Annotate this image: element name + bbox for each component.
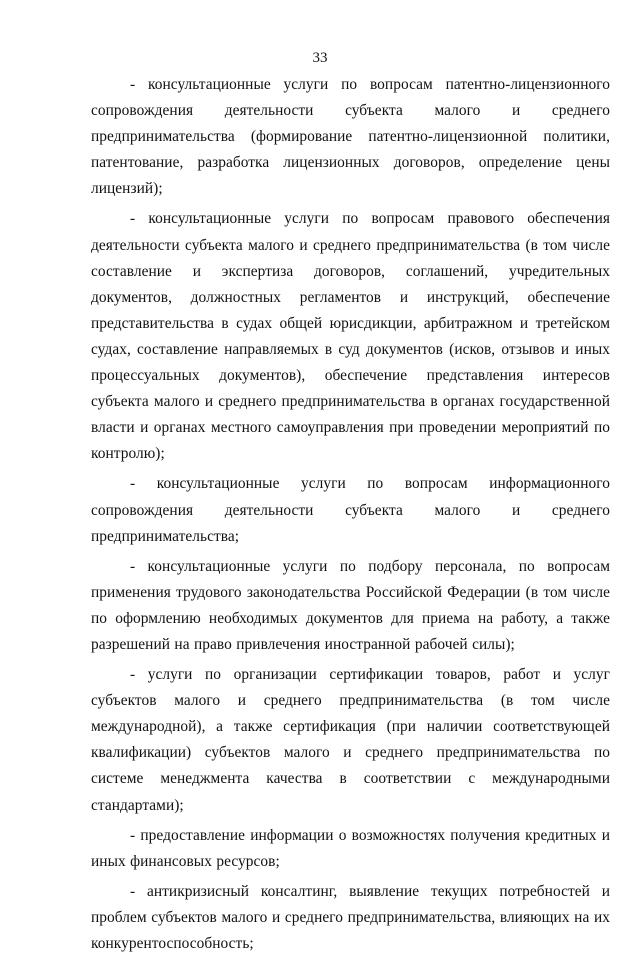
document-body [91, 72, 610, 961]
page-number: 33 [312, 50, 328, 66]
list-item-financial-information: - предоставление информации о возможностях получения кредитных и иных финансовых ресурсов; [91, 826, 610, 870]
list-item-certification: - услуги по организации сертификации товаров, работ и услуг субъектов малого и среднего предпринимательства (в том числе международной), а также сертификация (при наличии соответствующей квалификации) субъектов малого и среднего предпринимательства по системе менеджмента качества в соответствии с международными стандартами); [91, 666, 610, 814]
list-item-anti-crisis-consulting: - антикризисный консалтинг, выявление текущих потребностей и проблем субъектов малого и среднего предпринимательства, влияющих на их конкурентоспособность; [91, 882, 610, 952]
list-item-patent-licensing: - консультационные услуги по вопросам патентно-лицензионного сопровождения деятельности субъекта малого и среднего предпринимательства (формирование патентно-лицензионной политики, патентование, разработка лицензионных договоров, определение цены лицензий); [91, 76, 610, 198]
list-item-legal-support: - консультационные услуги по вопросам правового обеспечения деятельности субъекта малого и среднего предпринимательства (в том числе составление и экспертиза договоров, соглашений, учредительных документов, должностных регламентов и инструкций, обеспечение представительства в судах общей юрисдикции, арбитражном и третейском судах, составление направляемых в суд документов (исков, отзывов и иных процессуальных документов), обеспечение представления интересов субъекта малого и среднего предпринимательства в органах государственной власти и органах местного самоуправления при проведении мероприятий по контролю); [91, 210, 610, 463]
list-item-personnel-selection: - консультационные услуги по подбору персонала, по вопросам применения трудового законодательства Российской Федерации (в том числе по оформлению необходимых документов для приема на работу, а также разрешений на право привлечения иностранной рабочей силы); [91, 557, 610, 653]
list-item-information-support: - консультационные услуги по вопросам информационного сопровождения деятельности субъекта малого и среднего предпринимательства; [91, 475, 610, 545]
